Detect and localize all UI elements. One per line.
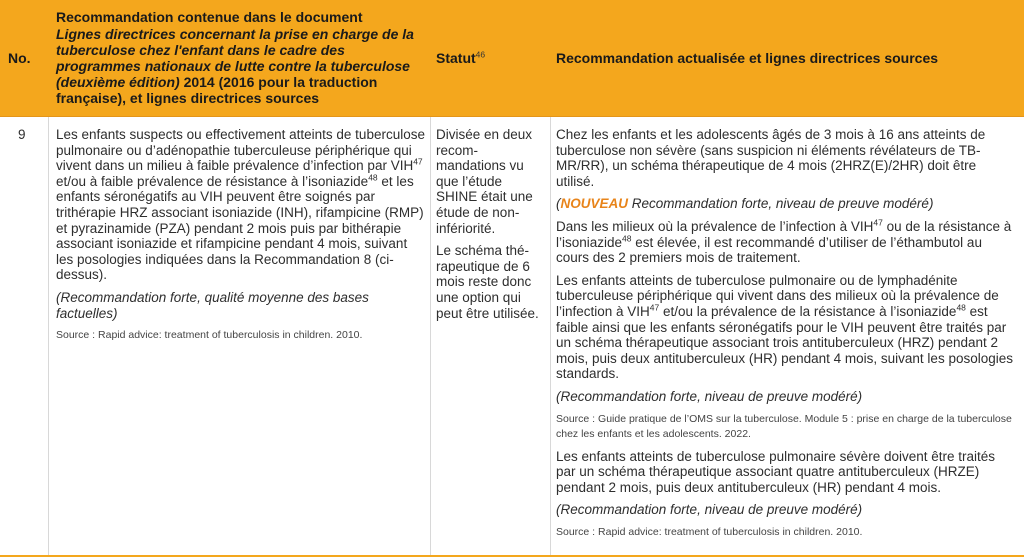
header-rec-tail: 2014 (2016 pour la traduction française), et lignes directrices sources xyxy=(56,74,378,107)
text-part: ou de la résistance à l’isoniazide xyxy=(556,218,1012,250)
header-no-label: No. xyxy=(8,49,31,66)
row-number: 9 xyxy=(18,127,26,142)
new-badge: NOUVEAU xyxy=(560,196,629,212)
table-bottom-rule xyxy=(0,555,1024,557)
new-recommendation-strength xyxy=(556,196,1016,212)
text-part: Dans les milieux où la prévalence de l’infection à VIH xyxy=(556,218,874,234)
rec-text-part: Les enfants suspects ou effectivement atteints de tuberculose pulmonaire ou d’adénopathie tuberculeuse périphérique qui vivent dans un milieu à faible prévalence d’infection par VIH xyxy=(56,127,425,174)
rec-strength: (Recommandation forte, qualité moyenne des bases factuelles) xyxy=(56,289,369,321)
rec-text-part: et les enfants séronégatifs au VIH peuvent être soignés par trithérapie HRZ associant isoniazide (INH), rifampicine (RMP) et pyrazinamide (PZA) pendant 2 mois puis par bithérapie associant isoniazide et rifampicine pendant 4 mois, suivant les posologies indiquées dans la Recommandation 8 (ci-dessus). xyxy=(56,173,424,283)
column-divider xyxy=(48,117,49,555)
header-rec-title: Lignes directrices concernant la prise en charge de la tuberculose chez l'enfant dans le cadre des programmes nationaux de lutte contre la tuberculose (deuxième édition) xyxy=(56,25,414,91)
updated-recommendation xyxy=(556,127,1016,547)
rec-text xyxy=(56,127,428,283)
footnote-ref: 48 xyxy=(368,172,378,183)
status-text: Divisée en deux recom-mandations vu que l’étude SHINE était une étude de non-infériorité. xyxy=(436,127,533,236)
original-recommendation xyxy=(56,127,428,350)
updated-text xyxy=(556,273,1016,382)
header-statut xyxy=(436,0,548,116)
column-divider xyxy=(550,117,551,555)
text-part: est faible ainsi que les enfants séronégatifs pour le VIH peuvent être traités par un schéma thérapeutique associant trois antituberculeux (HRZ) pendant 2 mois, puis deux antituberculeux (HR) pendant 4 mois, suivant les posologies standards. xyxy=(556,303,1013,382)
footnote-ref: 48 xyxy=(622,233,632,244)
footnote-ref: 47 xyxy=(413,156,423,167)
footnote-ref: 47 xyxy=(873,217,883,228)
paren: ( xyxy=(556,196,561,212)
header-rec-line1: Recommandation contenue dans le document xyxy=(56,9,363,26)
footnote-ref: 47 xyxy=(649,302,660,313)
rec-source: Source : Rapid advice: treatment of tuberculosis in children. 2010. xyxy=(56,329,363,342)
header-updated-label: Recommandation actualisée et lignes directrices sources xyxy=(556,49,939,66)
table-row xyxy=(0,117,1024,555)
updated-source: Source : Guide pratique de l’OMS sur la tuberculose. Module 5 : prise en charge de la tuberculose chez les enfants et les adolescents. 2022. xyxy=(556,412,1012,440)
header-statut-footnote: 46 xyxy=(475,49,486,60)
updated-text: Chez les enfants et les adolescents âgés de 3 mois à 16 ans atteints de tuberculose non sévère (sans suspicion ni éléments révélateurs de TB-MR/RR), un schéma thérapeutique de 4 mois (2HRZ(E)/2HR) doit être utilisé. xyxy=(556,127,986,189)
column-divider xyxy=(430,117,431,555)
footnote-ref: 48 xyxy=(956,302,966,313)
text-part: et/ou la prévalence de la résistance à l’isoniazide xyxy=(659,303,957,319)
table-header xyxy=(0,0,1024,117)
status-cell xyxy=(436,127,546,328)
header-updated xyxy=(556,0,1016,116)
updated-strength: (Recommandation forte, niveau de preuve modéré) xyxy=(556,388,863,404)
status-text: Le schéma thé-rapeutique de 6 mois reste donc une option qui peut être utilisée. xyxy=(436,243,539,321)
updated-strength: (Recommandation forte, niveau de preuve modéré) xyxy=(556,502,863,518)
text-part: est élevée, il est recommandé d’utiliser de l’éthambutol au cours des 2 premiers mois de traitement. xyxy=(556,234,982,266)
updated-source: Source : Rapid advice: treatment of tuberculosis in children. 2010. xyxy=(556,525,863,538)
header-no xyxy=(8,0,48,116)
updated-text: Les enfants atteints de tuberculose pulmonaire sévère doivent être traités par un schéma thérapeutique associant quatre antituberculeux (HRZE) pendant 2 mois, puis deux antituberculeux (HR) pendant 4 mois. xyxy=(556,448,996,495)
strength-text: Recommandation forte, niveau de preuve modéré) xyxy=(628,196,934,212)
text-part: Les enfants atteints de tuberculose pulmonaire ou de lymphadénite tuberculeuse périphérique qui vivent dans des milieux où la prévalence de l’infection à VIH xyxy=(556,272,999,319)
header-statut-label: Statut xyxy=(436,49,476,66)
header-recommendation xyxy=(56,0,428,116)
rec-text-part: et/ou à faible prévalence de résistance à l’isoniazide xyxy=(56,173,369,189)
updated-text xyxy=(556,219,1016,266)
